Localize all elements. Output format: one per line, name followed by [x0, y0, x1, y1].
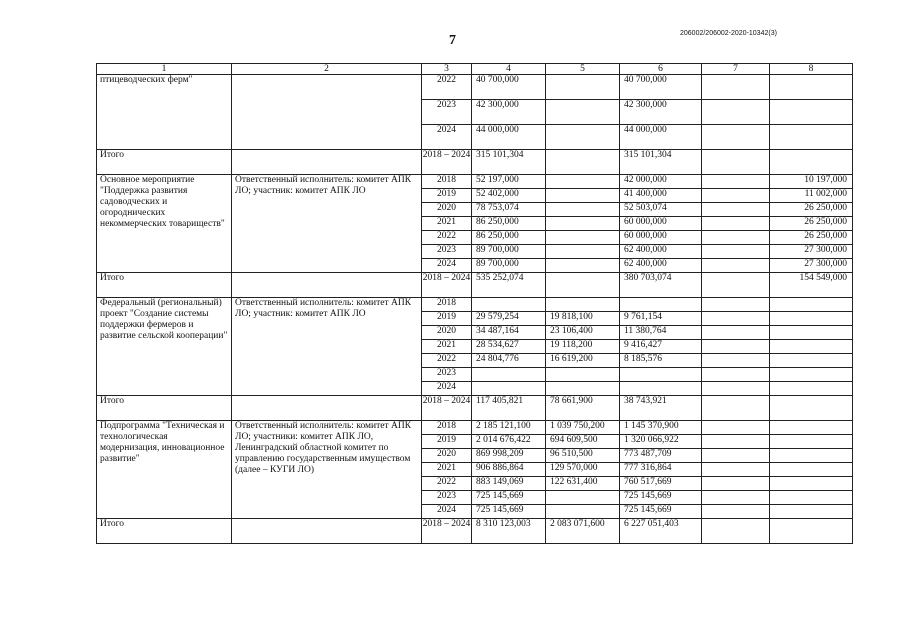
- total-period-cell: 2018 – 2024: [422, 519, 472, 544]
- local-budget-cell: [702, 217, 770, 231]
- year-cell: 2022: [422, 477, 472, 491]
- year-cell: 2024: [422, 505, 472, 519]
- regional-budget-cell: 760 517,669: [620, 477, 702, 491]
- federal-budget-cell: [546, 259, 620, 273]
- local-budget-cell: [702, 231, 770, 245]
- table-row: [97, 421, 853, 435]
- federal-budget-cell: [546, 245, 620, 259]
- table-row: [97, 298, 853, 312]
- federal-budget-cell: 23 106,400: [546, 326, 620, 340]
- table-body: [97, 75, 853, 544]
- other-sources-cell: [770, 326, 853, 340]
- other-sources-cell: [770, 505, 853, 519]
- total-amount-cell: 28 534,627: [472, 340, 546, 354]
- total-amount-cell: 78 753,074: [472, 203, 546, 217]
- other-sources-cell: 26 250,000: [770, 203, 853, 217]
- column-header-3: 3: [422, 64, 472, 75]
- other-sources-cell: [770, 150, 853, 175]
- total-amount-cell: 883 149,069: [472, 477, 546, 491]
- local-budget-cell: [702, 382, 770, 396]
- regional-budget-cell: 9 416,427: [620, 340, 702, 354]
- measure-name: Федеральный (региональный) проект "Создание системы поддержки фермеров и развитие сельской кооперации": [97, 298, 232, 396]
- year-cell: 2023: [422, 100, 472, 125]
- total-amount-cell: 52 402,000: [472, 189, 546, 203]
- local-budget-cell: [702, 519, 770, 544]
- column-header-4: 4: [472, 64, 546, 75]
- other-sources-cell: 26 250,000: [770, 231, 853, 245]
- local-budget-cell: [702, 491, 770, 505]
- local-budget-cell: [702, 312, 770, 326]
- regional-budget-cell: 52 503,074: [620, 203, 702, 217]
- year-cell: 2018: [422, 175, 472, 189]
- local-budget-cell: [702, 189, 770, 203]
- total-executor-cell: [232, 396, 422, 421]
- local-budget-cell: [702, 463, 770, 477]
- federal-budget-cell: [546, 273, 620, 298]
- total-label: Итого: [97, 519, 232, 544]
- federal-budget-cell: [546, 125, 620, 150]
- regional-budget-cell: 8 185,576: [620, 354, 702, 368]
- year-cell: 2021: [422, 217, 472, 231]
- federal-budget-cell: [546, 175, 620, 189]
- total-amount-cell: 535 252,074: [472, 273, 546, 298]
- year-cell: 2021: [422, 340, 472, 354]
- column-header-7: 7: [702, 64, 770, 75]
- other-sources-cell: 27 300,000: [770, 259, 853, 273]
- other-sources-cell: [770, 477, 853, 491]
- other-sources-cell: [770, 354, 853, 368]
- total-row: [97, 150, 853, 175]
- local-budget-cell: [702, 100, 770, 125]
- total-period-cell: 2018 – 2024: [422, 150, 472, 175]
- regional-budget-cell: [620, 382, 702, 396]
- local-budget-cell: [702, 203, 770, 217]
- total-row: [97, 396, 853, 421]
- federal-budget-cell: [546, 189, 620, 203]
- regional-budget-cell: 725 145,669: [620, 491, 702, 505]
- local-budget-cell: [702, 421, 770, 435]
- regional-budget-cell: 42 000,000: [620, 175, 702, 189]
- regional-budget-cell: 40 700,000: [620, 75, 702, 100]
- year-cell: 2024: [422, 259, 472, 273]
- federal-budget-cell: [546, 505, 620, 519]
- regional-budget-cell: 62 400,000: [620, 259, 702, 273]
- local-budget-cell: [702, 75, 770, 100]
- other-sources-cell: [770, 75, 853, 100]
- total-amount-cell: 725 145,669: [472, 505, 546, 519]
- local-budget-cell: [702, 477, 770, 491]
- local-budget-cell: [702, 435, 770, 449]
- page-number: 7: [449, 33, 456, 48]
- year-cell: 2019: [422, 312, 472, 326]
- federal-budget-cell: [546, 150, 620, 175]
- federal-budget-cell: [546, 368, 620, 382]
- total-executor-cell: [232, 273, 422, 298]
- total-amount-cell: [472, 368, 546, 382]
- regional-budget-cell: 42 300,000: [620, 100, 702, 125]
- federal-budget-cell: 1 039 750,200: [546, 421, 620, 435]
- regional-budget-cell: 60 000,000: [620, 217, 702, 231]
- total-amount-cell: 44 000,000: [472, 125, 546, 150]
- total-amount-cell: 52 197,000: [472, 175, 546, 189]
- year-cell: 2020: [422, 203, 472, 217]
- local-budget-cell: [702, 340, 770, 354]
- total-amount-cell: 42 300,000: [472, 100, 546, 125]
- total-amount-cell: [472, 298, 546, 312]
- regional-budget-cell: [620, 298, 702, 312]
- federal-budget-cell: [546, 100, 620, 125]
- federal-budget-cell: [546, 491, 620, 505]
- federal-budget-cell: [546, 298, 620, 312]
- regional-budget-cell: 777 316,864: [620, 463, 702, 477]
- measure-name: Подпрограмма "Техническая и технологическая модернизация, инновационное развитие": [97, 421, 232, 519]
- regional-budget-cell: 41 400,000: [620, 189, 702, 203]
- total-amount-cell: 869 998,209: [472, 449, 546, 463]
- year-cell: 2020: [422, 449, 472, 463]
- total-amount-cell: 2 014 676,422: [472, 435, 546, 449]
- other-sources-cell: [770, 368, 853, 382]
- federal-budget-cell: 694 609,500: [546, 435, 620, 449]
- year-cell: 2020: [422, 326, 472, 340]
- year-cell: 2022: [422, 75, 472, 100]
- other-sources-cell: 10 197,000: [770, 175, 853, 189]
- local-budget-cell: [702, 298, 770, 312]
- local-budget-cell: [702, 175, 770, 189]
- year-cell: 2018: [422, 421, 472, 435]
- year-cell: 2022: [422, 231, 472, 245]
- total-amount-cell: 906 886,864: [472, 463, 546, 477]
- total-row: [97, 519, 853, 544]
- column-header-5: 5: [546, 64, 620, 75]
- regional-budget-cell: 11 380,764: [620, 326, 702, 340]
- other-sources-cell: [770, 298, 853, 312]
- total-label: Итого: [97, 150, 232, 175]
- total-label: Итого: [97, 273, 232, 298]
- federal-budget-cell: 122 631,400: [546, 477, 620, 491]
- local-budget-cell: [702, 125, 770, 150]
- total-label: Итого: [97, 396, 232, 421]
- total-executor-cell: [232, 519, 422, 544]
- year-cell: 2024: [422, 382, 472, 396]
- local-budget-cell: [702, 449, 770, 463]
- other-sources-cell: [770, 396, 853, 421]
- year-cell: 2021: [422, 463, 472, 477]
- column-header-2: 2: [232, 64, 422, 75]
- total-executor-cell: [232, 150, 422, 175]
- year-cell: 2019: [422, 435, 472, 449]
- column-header-6: 6: [620, 64, 702, 75]
- federal-budget-cell: [546, 75, 620, 100]
- other-sources-cell: [770, 435, 853, 449]
- total-amount-cell: 29 579,254: [472, 312, 546, 326]
- local-budget-cell: [702, 354, 770, 368]
- federal-budget-cell: 19 118,200: [546, 340, 620, 354]
- other-sources-cell: [770, 519, 853, 544]
- local-budget-cell: [702, 259, 770, 273]
- other-sources-cell: 154 549,000: [770, 273, 853, 298]
- year-cell: 2024: [422, 125, 472, 150]
- total-amount-cell: 2 185 121,100: [472, 421, 546, 435]
- regional-budget-cell: 773 487,709: [620, 449, 702, 463]
- year-cell: 2023: [422, 368, 472, 382]
- other-sources-cell: [770, 382, 853, 396]
- other-sources-cell: 27 300,000: [770, 245, 853, 259]
- local-budget-cell: [702, 396, 770, 421]
- regional-budget-cell: 1 145 370,900: [620, 421, 702, 435]
- federal-budget-cell: [546, 382, 620, 396]
- federal-budget-cell: 2 083 071,600: [546, 519, 620, 544]
- regional-budget-cell: 9 761,154: [620, 312, 702, 326]
- local-budget-cell: [702, 326, 770, 340]
- other-sources-cell: [770, 463, 853, 477]
- federal-budget-cell: 129 570,000: [546, 463, 620, 477]
- federal-budget-cell: 78 661,900: [546, 396, 620, 421]
- total-amount-cell: 34 487,164: [472, 326, 546, 340]
- column-header-8: 8: [770, 64, 853, 75]
- measure-name: Основное мероприятие "Поддержка развития садоводческих и огороднических некоммерческих товариществ": [97, 175, 232, 273]
- total-amount-cell: [472, 382, 546, 396]
- total-amount-cell: 86 250,000: [472, 217, 546, 231]
- federal-budget-cell: [546, 203, 620, 217]
- measure-name: птицеводческих ферм": [97, 75, 232, 150]
- other-sources-cell: 26 250,000: [770, 217, 853, 231]
- total-amount-cell: 315 101,304: [472, 150, 546, 175]
- regional-budget-cell: 315 101,304: [620, 150, 702, 175]
- total-period-cell: 2018 – 2024: [422, 396, 472, 421]
- funding-table: [96, 63, 853, 544]
- table-row: [97, 75, 853, 100]
- local-budget-cell: [702, 245, 770, 259]
- other-sources-cell: [770, 340, 853, 354]
- federal-budget-cell: 96 510,500: [546, 449, 620, 463]
- total-period-cell: 2018 – 2024: [422, 273, 472, 298]
- local-budget-cell: [702, 368, 770, 382]
- regional-budget-cell: 6 227 051,403: [620, 519, 702, 544]
- year-cell: 2022: [422, 354, 472, 368]
- federal-budget-cell: 19 818,100: [546, 312, 620, 326]
- other-sources-cell: [770, 125, 853, 150]
- column-header-1: 1: [97, 64, 232, 75]
- federal-budget-cell: [546, 231, 620, 245]
- other-sources-cell: [770, 449, 853, 463]
- total-amount-cell: 89 700,000: [472, 245, 546, 259]
- total-amount-cell: 8 310 123,003: [472, 519, 546, 544]
- other-sources-cell: [770, 100, 853, 125]
- other-sources-cell: [770, 312, 853, 326]
- regional-budget-cell: 38 743,921: [620, 396, 702, 421]
- executor-cell: Ответственный исполнитель: комитет АПК ЛО; участник: комитет АПК ЛО: [232, 298, 422, 396]
- year-cell: 2023: [422, 245, 472, 259]
- other-sources-cell: [770, 421, 853, 435]
- total-amount-cell: 89 700,000: [472, 259, 546, 273]
- regional-budget-cell: 44 000,000: [620, 125, 702, 150]
- column-number-row: [97, 64, 853, 75]
- federal-budget-cell: [546, 217, 620, 231]
- other-sources-cell: [770, 491, 853, 505]
- total-amount-cell: 117 405,821: [472, 396, 546, 421]
- regional-budget-cell: 380 703,074: [620, 273, 702, 298]
- total-amount-cell: 40 700,000: [472, 75, 546, 100]
- year-cell: 2018: [422, 298, 472, 312]
- executor-cell: Ответственный исполнитель: комитет АПК ЛО; участники: комитет АПК ЛО, Ленинградский областной комитет по управлению государственным имуществом (далее – КУГИ ЛО): [232, 421, 422, 519]
- total-amount-cell: 86 250,000: [472, 231, 546, 245]
- regional-budget-cell: [620, 368, 702, 382]
- table-row: [97, 175, 853, 189]
- regional-budget-cell: 725 145,669: [620, 505, 702, 519]
- year-cell: 2023: [422, 491, 472, 505]
- regional-budget-cell: 62 400,000: [620, 245, 702, 259]
- total-amount-cell: 24 804,776: [472, 354, 546, 368]
- regional-budget-cell: 60 000,000: [620, 231, 702, 245]
- local-budget-cell: [702, 505, 770, 519]
- local-budget-cell: [702, 273, 770, 298]
- year-cell: 2019: [422, 189, 472, 203]
- total-row: [97, 273, 853, 298]
- total-amount-cell: 725 145,669: [472, 491, 546, 505]
- regional-budget-cell: 1 320 066,922: [620, 435, 702, 449]
- other-sources-cell: 11 002,000: [770, 189, 853, 203]
- local-budget-cell: [702, 150, 770, 175]
- federal-budget-cell: 16 619,200: [546, 354, 620, 368]
- document-id: 206002/206002-2020-10342(3): [680, 30, 777, 37]
- executor-cell: [232, 75, 422, 150]
- executor-cell: Ответственный исполнитель: комитет АПК ЛО; участник: комитет АПК ЛО: [232, 175, 422, 273]
